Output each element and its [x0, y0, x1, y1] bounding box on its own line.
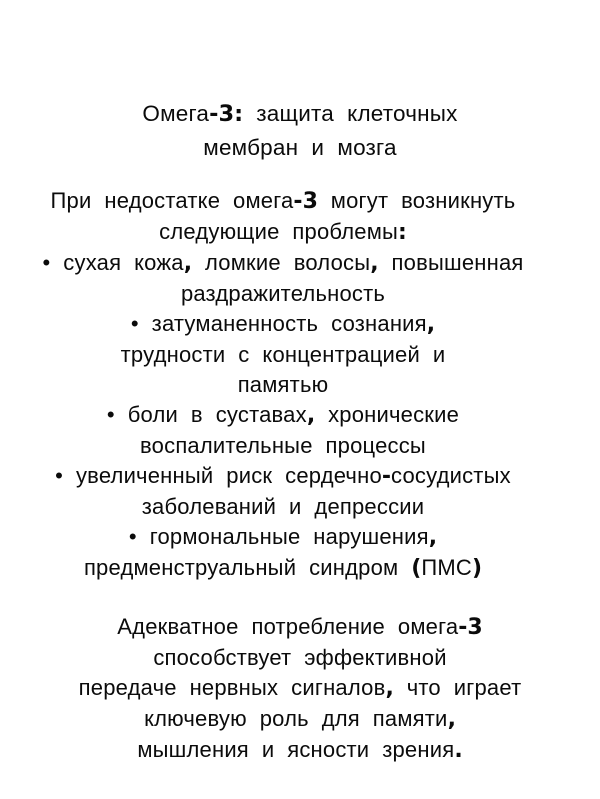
list-item: • увеличенный риск сердечно-сосудистых заболеваний и депрессии	[55, 463, 511, 519]
page-title: Омега-3: защита клеточных мембран и мозга	[142, 101, 458, 160]
outro-paragraph: Адекватное потребление омега-3 способствует эффективной передаче нервных сигналов, что играет ключевую роль для памяти, мышления и ясности зрения.	[78, 614, 522, 763]
list-item: • сухая кожа, ломкие волосы, повышенная раздражительность	[42, 250, 524, 306]
list-item: • боли в суставах, хронические воспалительные процессы	[106, 402, 460, 458]
intro-paragraph: При недостатке омега-3 могут возникнуть следующие проблемы:	[50, 188, 516, 245]
deficiency-section	[0, 186, 600, 584]
list-item: • гормональные нарушения, предменструальный синдром (ПМС)	[83, 524, 483, 581]
list-item: • затуманенность сознания, трудности с концентрацией и памятью	[120, 311, 446, 397]
problem-list	[0, 248, 600, 584]
